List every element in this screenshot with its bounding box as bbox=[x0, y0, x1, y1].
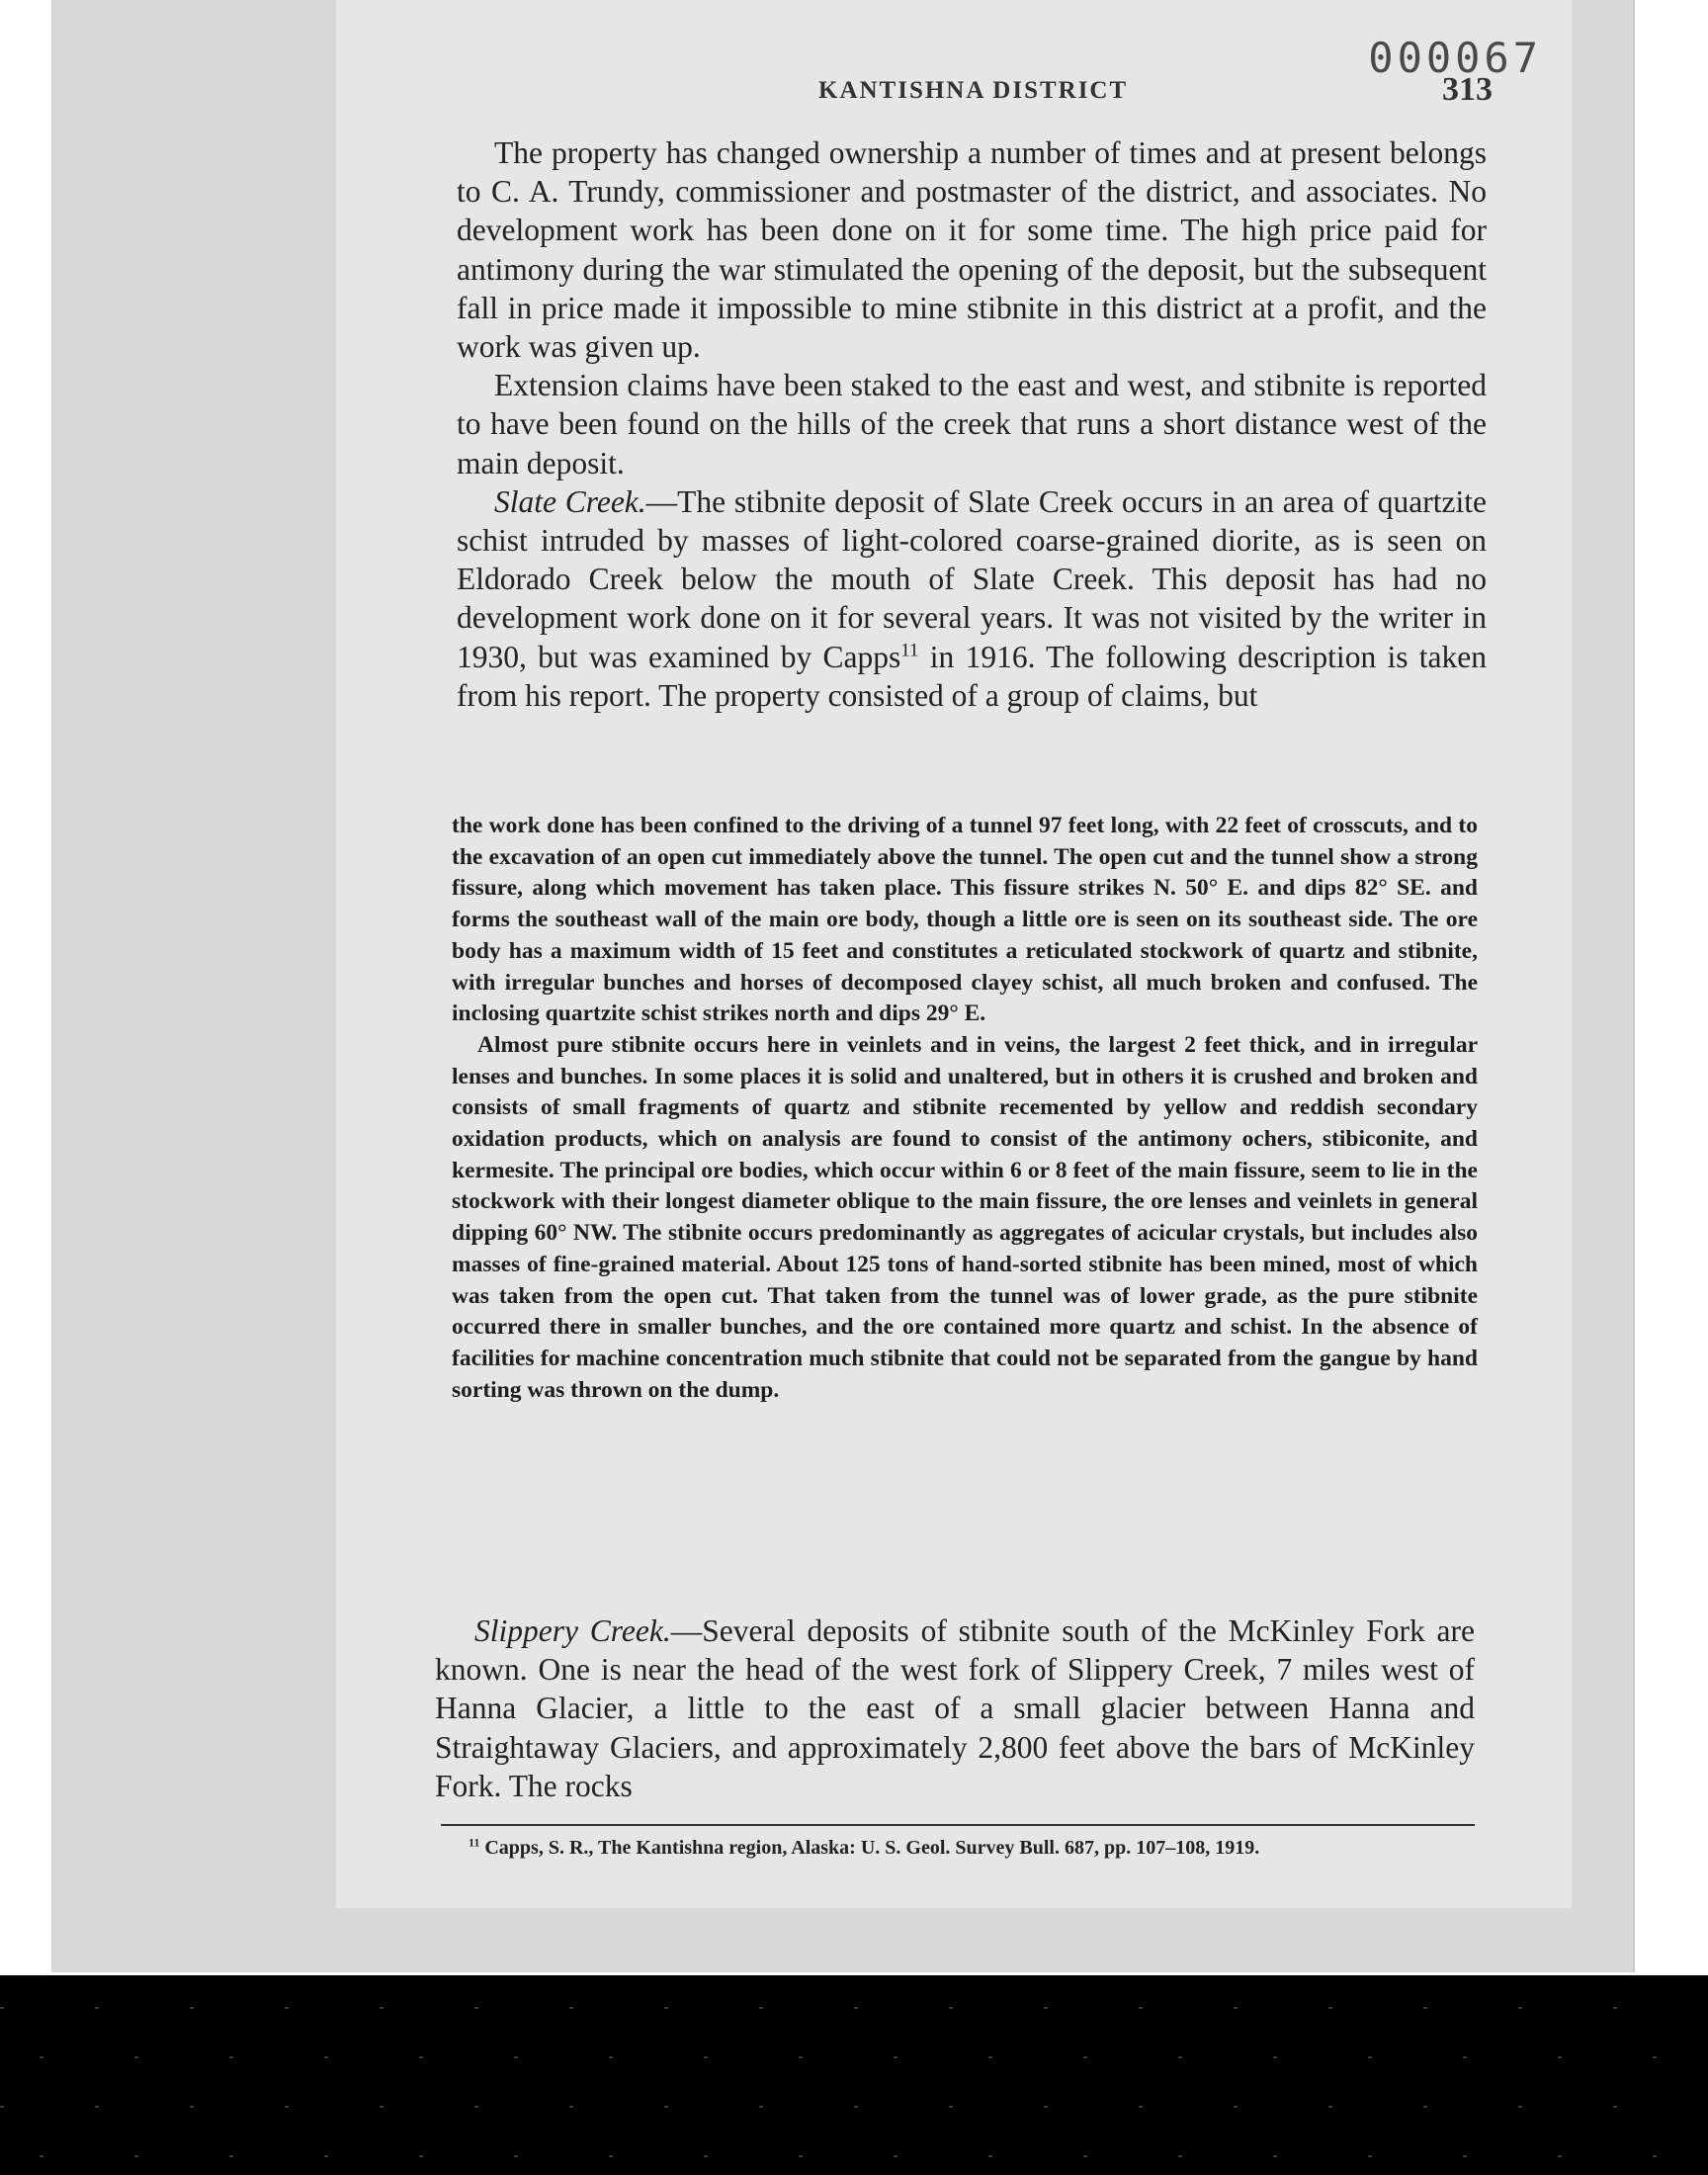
paragraph-ownership: The property has changed ownership a number of times and at present belongs to C. A. Trundy, commissioner and postmaster of the district, and associates. No development work has been done on it for some time. The high price paid for antimony during the war stimulated the opening of the deposit, but the subsequent fall in price made it impossible to mine stibnite in this district at a profit, and the work was given up. bbox=[457, 135, 1487, 365]
body-text-top bbox=[457, 133, 1487, 715]
slippery-creek-heading: Slippery Creek. bbox=[474, 1613, 671, 1648]
slate-creek-text-b: in 1916. The following description is taken from his report. The property consisted of a group of claims, but bbox=[457, 639, 1487, 713]
archive-stamp: 000067 bbox=[1368, 34, 1542, 82]
footnote-text: Capps, S. R., The Kantishna region, Alaska: U. S. Geol. Survey Bull. 687, pp. 107–108, 1919. bbox=[479, 1837, 1260, 1859]
scanner-black-band bbox=[0, 1975, 1708, 2175]
footnote bbox=[455, 1835, 1483, 1862]
body-text-bottom bbox=[435, 1611, 1475, 1805]
footnote-rule bbox=[441, 1824, 1475, 1826]
paragraph-extension-claims: Extension claims have been staked to the east and west, and stibnite is reported to have been found on the hills of the creek that runs a short distance west of the main deposit. bbox=[457, 368, 1487, 480]
slate-creek-heading: Slate Creek. bbox=[494, 483, 646, 519]
quoted-description bbox=[452, 811, 1478, 1406]
slippery-creek-text: —Several deposits of stibnite south of the McKinley Fork are known. One is near the head of the west fork of Slippery Creek, 7 miles west of Hanna Glacier, a little to the east of a small glacier between Hanna and Straightaway Glaciers, and approximately 2,800 feet above the bars of McKinley Fork. The rocks bbox=[435, 1613, 1475, 1803]
paragraph-slippery-creek bbox=[435, 1611, 1475, 1805]
quote-paragraph-tunnel: the work done has been confined to the driving of a tunnel 97 feet long, with 22 feet of crosscuts, and to the excavation of an open cut immediately above the tunnel. The open cut and the tunnel show a strong fissure, along which movement has taken place. This fissure strikes N. 50° E. and dips 82° SE. and forms the southeast wall of the main ore body, though a little ore is seen on its southeast side. The ore body has a maximum width of 15 feet and constitutes a reticulated stockwork of quartz and stibnite, with irregular bunches and horses of decomposed clayey schist, all much broken and confused. The inclosing quartzite schist strikes north and dips 29° E. bbox=[452, 813, 1478, 1027]
footnote-reference: 11 bbox=[900, 640, 919, 661]
scan-dash-row bbox=[0, 2106, 1708, 2108]
footnote-mark: 11 bbox=[469, 1835, 480, 1850]
running-title: KANTISHNA DISTRICT bbox=[818, 77, 1129, 104]
footnote-entry bbox=[455, 1835, 1483, 1862]
scan-dash-row bbox=[0, 2155, 1708, 2157]
page-number: 313 bbox=[1442, 71, 1493, 108]
quote-paragraph-stibnite: Almost pure stibnite occurs here in veinlets and in veins, the largest 2 feet thick, and in irregular lenses and bunches. In some places it is solid and unaltered, but in others it is crushed and broken and consists of small fragments of quartz and stibnite recemented by yellow and reddish secondary oxidation products, which on analysis are found to consist of the antimony ochers, stibiconite, and kermesite. The principal ore bodies, which occur within 6 or 8 feet of the main fissure, seem to lie in the stockwork with their longest diameter oblique to the main fissure, the ore lenses and veinlets in general dipping 60° NW. The stibnite occurs predominantly as aggregates of acicular crystals, but includes also masses of fine-grained material. About 125 tons of hand-sorted stibnite has been mined, most of which was taken from the open cut. That taken from the tunnel was of lower grade, as the pure stibnite occurred there in smaller bunches, and the ore contained more quartz and schist. In the absence of facilities for machine concentration much stibnite that could not be separated from the gangue by hand sorting was thrown on the dump. bbox=[452, 1031, 1478, 1403]
scan-dash-row bbox=[0, 2007, 1708, 2009]
slate-creek-text-a: —The stibnite deposit of Slate Creek occurs in an area of quartzite schist intruded by masses of light-colored coarse-grained diorite, as is seen on Eldorado Creek below the mouth of Slate Creek. This deposit has had no development work done on it for several years. It was not visited by the writer in 1930, but was examined by Capps bbox=[457, 483, 1487, 674]
paragraph-slate-creek bbox=[457, 482, 1487, 715]
scan-dash-row bbox=[0, 2056, 1708, 2058]
